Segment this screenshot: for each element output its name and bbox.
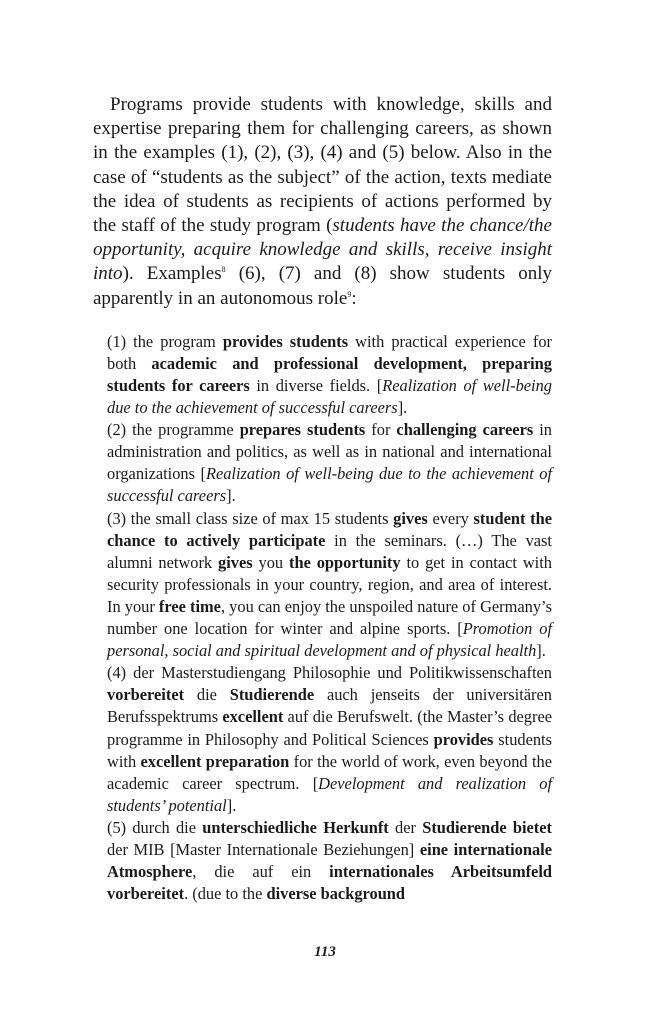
intro-text: Programs provide students with knowledge, skills and expertise preparing them for challenging careers, as shown in the examples (1), (2), (3), (4) and (5) below. Also in the case of “students as the subject” of the action, texts mediate the idea of students as recipients of actions performed by the staff of the study program ( <box>93 94 552 237</box>
example-3 <box>107 508 552 663</box>
examples-list <box>107 331 552 905</box>
example-text: with practical experience for both <box>107 331 553 373</box>
page-number: 113 <box>314 944 336 960</box>
example-text: auf die Berufswelt. (the Master’s degree programme in Philosophy and Political Sciences <box>107 707 552 749</box>
bold-phrase: provides students <box>222 331 349 351</box>
italic-annotation: Realization of well-being due to the achievement of successful careers <box>107 376 553 418</box>
example-text: to get in contact with security professionals in your country, region, and area of interest. In your <box>107 552 552 616</box>
footnote-ref-8[interactable]: 8 <box>221 265 226 275</box>
bold-phrase: challenging careers <box>396 420 534 440</box>
example-text: der <box>388 817 423 837</box>
example-text: (2) the programme <box>107 420 240 440</box>
bold-phrase: provides <box>433 729 494 749</box>
bold-phrase: unterschiedliche Herkunft <box>202 817 389 837</box>
italic-annotation: Development and realization of students’ potential <box>107 773 552 815</box>
example-text: auch jenseits der universitären Berufsspektrums <box>107 685 552 727</box>
example-text: . (due to the <box>184 884 267 904</box>
example-text: , you can enjoy the unspoiled nature of Germany’s number one location for winter and alpine sports. [ <box>107 596 552 639</box>
bold-phrase: internationales Arbeitsumfeld vorbereitet <box>107 862 552 904</box>
bold-phrase: free time <box>158 596 221 616</box>
bold-phrase: Studierende bietet <box>422 817 552 837</box>
intro-paragraph <box>93 93 552 311</box>
intro-text: ). Examples <box>122 263 222 285</box>
footnote-ref-9[interactable]: 9 <box>347 289 352 299</box>
bold-phrase: the opportunity <box>289 552 401 572</box>
example-text: ]. <box>226 486 236 506</box>
example-text: you <box>252 552 289 572</box>
bold-phrase: diverse background <box>266 884 406 904</box>
bold-phrase: gives <box>393 508 428 528</box>
example-text: ]. <box>536 641 546 661</box>
page-body <box>93 93 552 905</box>
example-text: ]. <box>226 795 237 815</box>
intro-italic-phrase: students have the chance/the opportunity, acquire knowledge and skills, receive insight into <box>93 215 552 285</box>
bold-phrase: vorbereitet <box>107 685 185 705</box>
example-text: (4) der Masterstudiengang Philosophie und Politikwissenschaften <box>107 663 552 683</box>
example-text: every <box>427 508 474 528</box>
example-5 <box>107 817 552 905</box>
example-text: in the seminars. (…) The vast alumni network <box>107 530 552 572</box>
bold-phrase: Studierende <box>229 685 315 705</box>
intro-text: (6), (7) and (8) show students only apparently in an autonomous role <box>93 263 552 309</box>
italic-annotation: Promotion of personal, social and spiritual development and of physical health <box>107 619 552 661</box>
bold-phrase: eine internationale Atmosphere <box>107 839 553 882</box>
bold-phrase: excellent <box>222 707 284 727</box>
intro-text: : <box>351 287 357 309</box>
example-text: der MIB [Master Internationale Beziehungen] <box>107 839 420 859</box>
example-text: die <box>184 685 230 705</box>
example-text: (1) the program <box>107 331 223 351</box>
bold-phrase: student the chance to actively participate <box>107 508 552 550</box>
example-4 <box>107 662 552 817</box>
example-text: students with <box>107 729 552 771</box>
bold-phrase: prepares students <box>239 420 366 440</box>
example-text: (3) the small class size of max 15 students <box>107 508 394 528</box>
example-2 <box>107 419 552 507</box>
example-text: , die auf ein <box>192 862 330 882</box>
italic-annotation: Realization of well-being due to the achievement of successful careers <box>107 464 552 506</box>
example-text: for the world of work, even beyond the academic career spectrum. [ <box>107 751 552 793</box>
example-text: in diverse fields. [ <box>249 376 383 396</box>
example-1 <box>107 331 552 419</box>
bold-phrase: academic and professional development, preparing students for careers <box>107 353 552 396</box>
example-text: in administration and politics, as well as in national and international organizations [ <box>107 420 552 484</box>
example-text: for <box>365 420 397 440</box>
bold-phrase: excellent preparation <box>140 751 290 771</box>
example-text: (5) durch die <box>107 817 203 837</box>
bold-phrase: gives <box>218 552 253 572</box>
example-text: ]. <box>397 398 408 418</box>
